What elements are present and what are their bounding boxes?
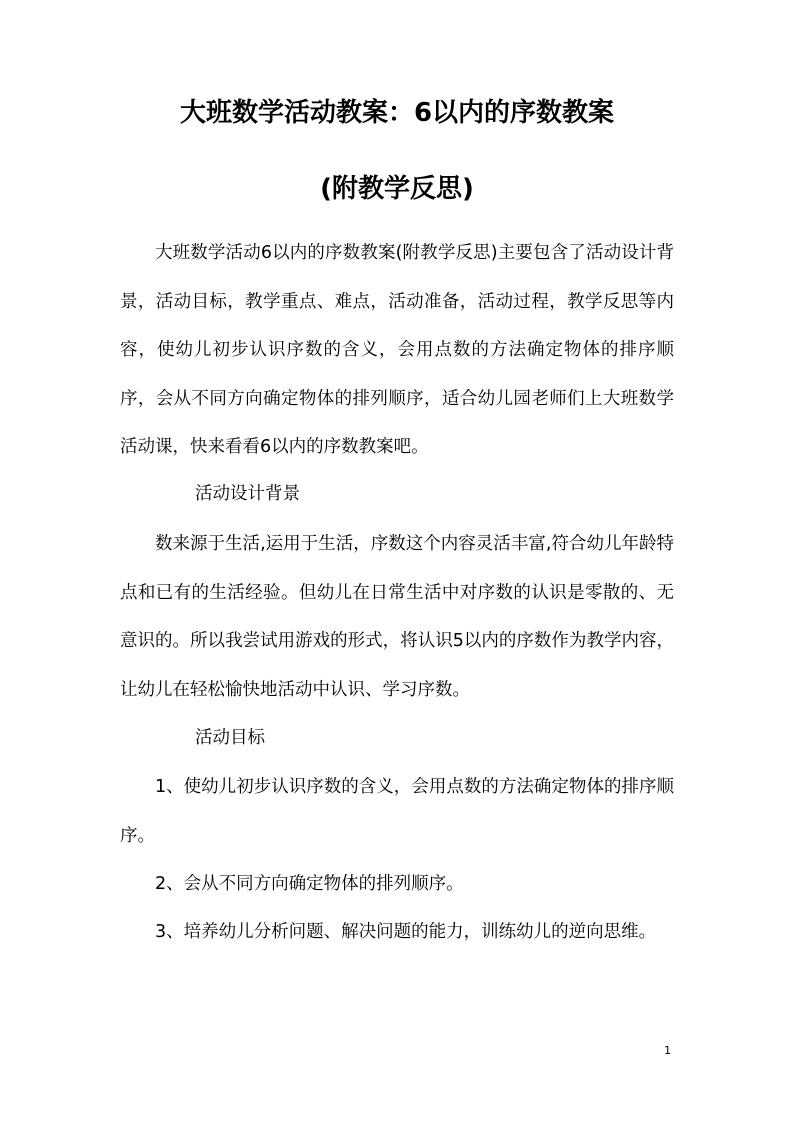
section-heading-goals: 活动目标: [195, 728, 265, 748]
document-title-line-1: 大班数学活动教案：6以内的序数教案: [179, 98, 615, 128]
intro-paragraph: 大班数学活动6以内的序数教案(附教学反思)主要包含了活动设计背景，活动目标，教学重点、难点，活动准备，活动过程，教学反思等内容，使幼儿初步认识序数的含义，会用点数的方法确定物体的排序顺序，会从不同方向确定物体的排列顺序，适合幼儿园老师们上大班数学活动课，快来看看6以内的序数教案吧。: [120, 243, 674, 457]
goal-item-3: 3、培养幼儿分析问题、解决问题的能力，训练幼儿的逆向思维。: [155, 922, 657, 942]
document-title-line-2: (附教学反思): [320, 174, 474, 204]
goal-item-2: 2、会从不同方向确定物体的排列顺序。: [155, 874, 464, 894]
page-number: 1: [664, 1044, 671, 1057]
section-heading-background: 活动设计背景: [195, 484, 300, 504]
goal-item-1: 1、使幼儿初步认识序数的含义，会用点数的方法确定物体的排序顺序。: [120, 777, 674, 846]
background-paragraph: 数来源于生活,运用于生活，序数这个内容灵活丰富,符合幼儿年龄特点和已有的生活经验。但幼儿在日常生活中对序数的认识是零散的、无意识的。所以我尝试用游戏的形式，将认识5以内的序数作为教学内容，让幼儿在轻松愉快地活动中认识、学习序数。: [120, 534, 674, 700]
